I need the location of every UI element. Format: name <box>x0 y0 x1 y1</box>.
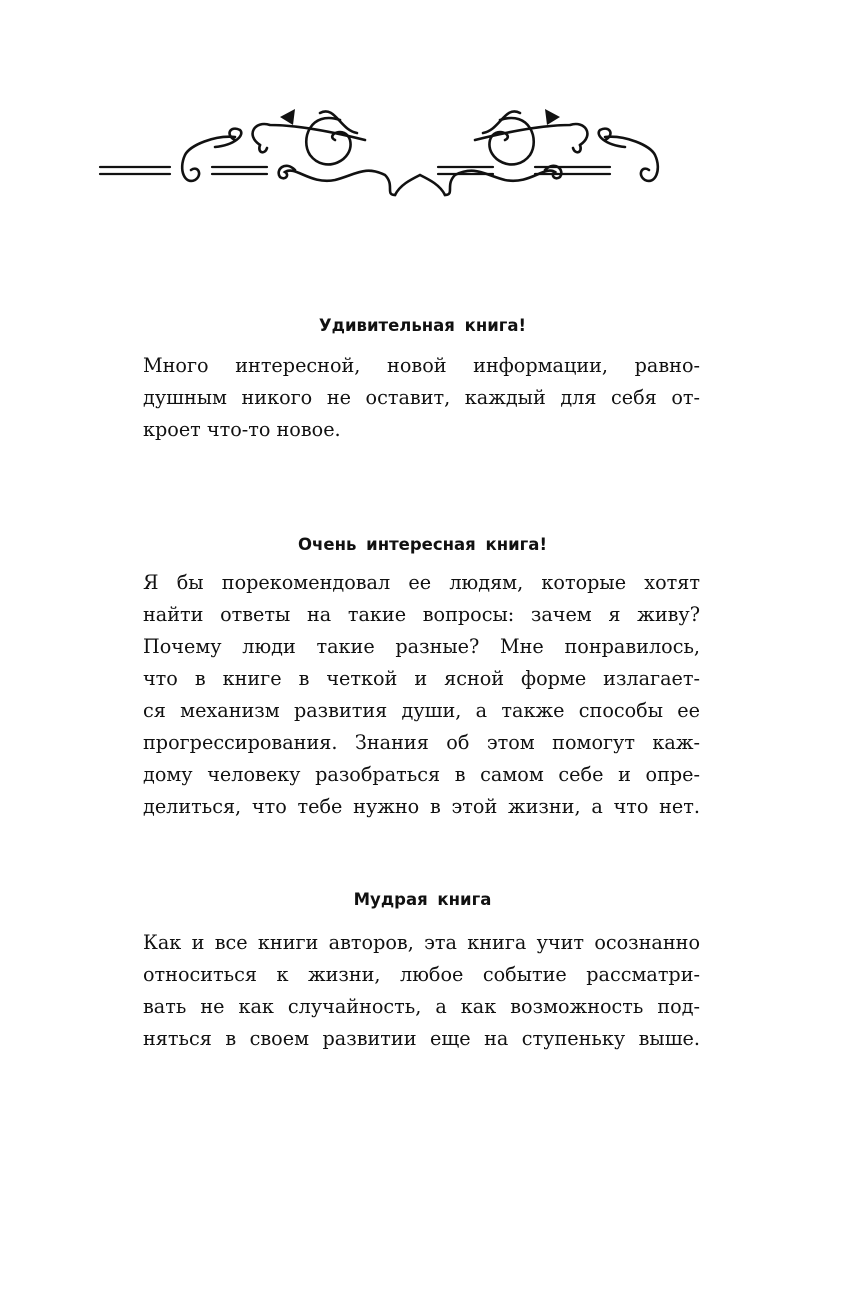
text-line: прогрессирования. Знания об этом помогут каж- <box>143 731 700 754</box>
text-line: кроет что-то новое. <box>143 418 341 441</box>
review-text <box>143 567 700 823</box>
text-line: относиться к жизни, любое событие рассматри- <box>143 963 700 986</box>
text-line: делиться, что тебе нужно в этой жизни, а что нет. <box>143 795 700 818</box>
text-line: дому человеку разобраться в самом себе и опре- <box>143 763 700 786</box>
text-line: Как и все книги авторов, эта книга учит осознанно <box>143 931 700 954</box>
text-line: найти ответы на такие вопросы: зачем я живу? <box>143 603 700 626</box>
review-text <box>143 927 700 1055</box>
text-line: душным никого не оставит, каждый для себя от- <box>143 386 700 409</box>
text-line: что в книге в четкой и ясной форме излагает- <box>143 667 700 690</box>
review-title: Мудрая книга <box>353 890 492 909</box>
text-line: ся механизм развития души, а также способы ее <box>143 699 700 722</box>
text-line: няться в своем развитии еще на ступеньку выше. <box>143 1027 700 1050</box>
text-line: Много интересной, новой информации, равно- <box>143 354 700 377</box>
text-line: вать не как случайность, а как возможность под- <box>143 995 700 1018</box>
ornament-divider-icon <box>95 95 745 205</box>
review-text <box>143 350 700 446</box>
review-title: Удивительная книга! <box>318 316 527 335</box>
text-line: Почему люди такие разные? Мне понравилось, <box>143 635 700 658</box>
text-line: Я бы порекомендовал ее людям, которые хотят <box>143 571 700 594</box>
review-title: Очень интересная книга! <box>298 535 547 554</box>
